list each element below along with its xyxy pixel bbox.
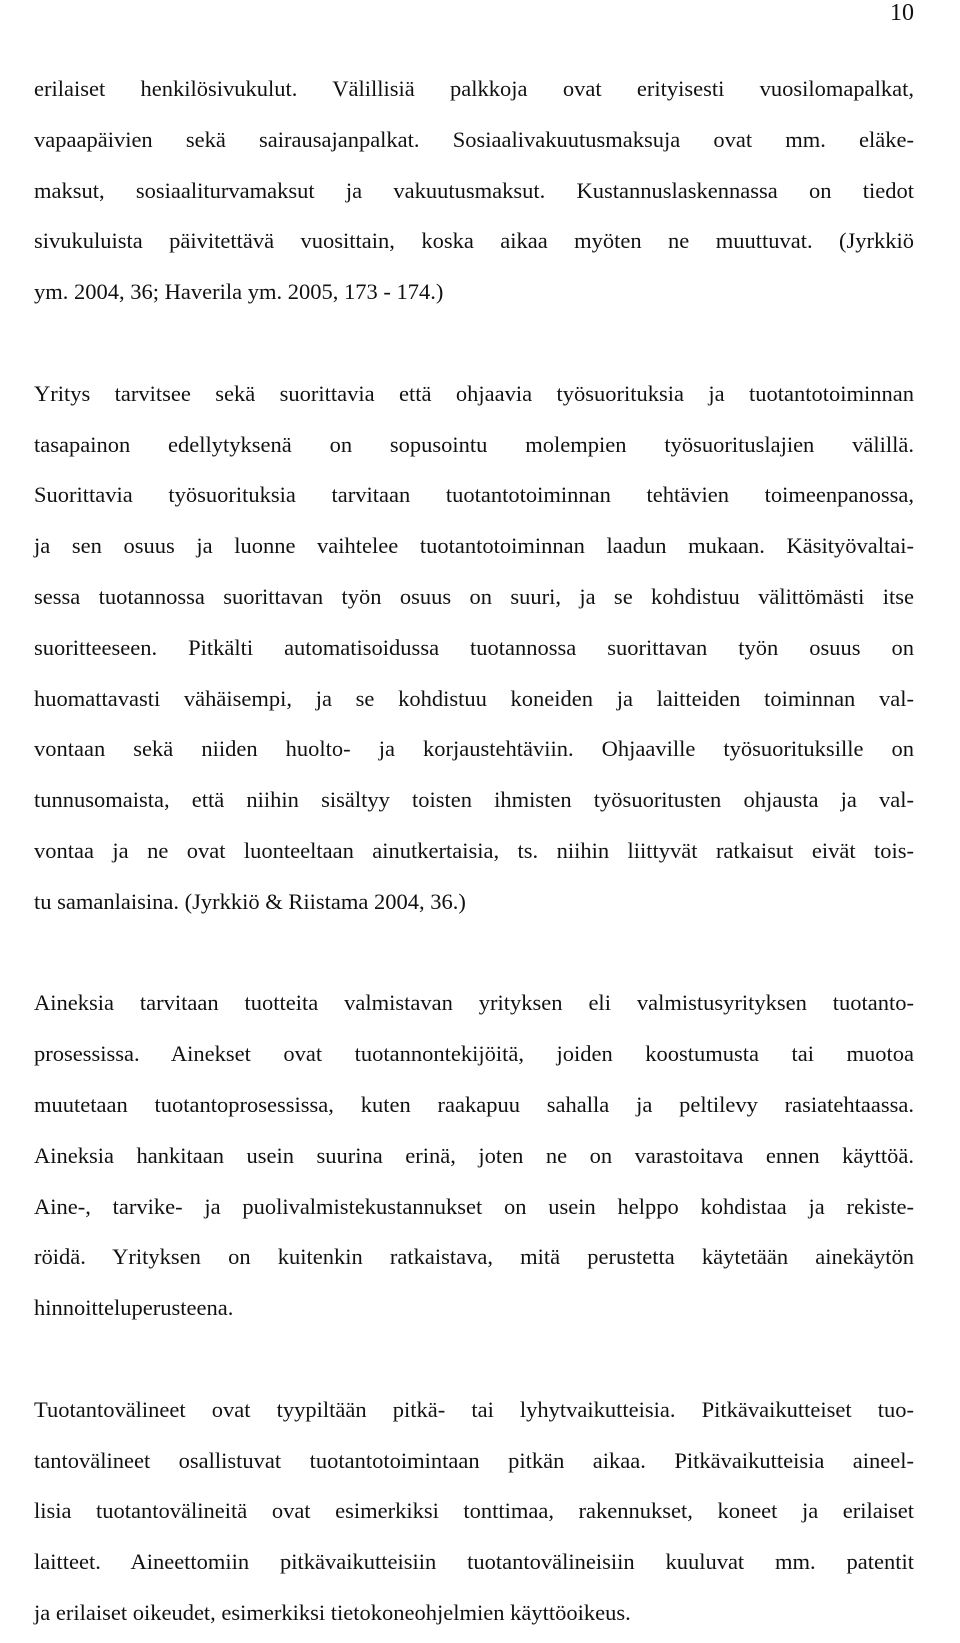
text-line: erilaiset henkilösivukulut. Välillisiä palkkoja ovat erityisesti vuosilomapalkat, xyxy=(34,76,914,101)
text-line: maksut, sosiaaliturvamaksut ja vakuutusmaksut. Kustannuslaskennassa on tiedot xyxy=(34,177,914,203)
paragraph-materials xyxy=(34,978,914,1334)
text-line: lisia tuotantovälineitä ovat esimerkiksi tonttimaa, rakennukset, koneet ja erilaiset xyxy=(34,1498,914,1524)
text-line: laitteet. Aineettomiin pitkävaikutteisiin tuotantovälineisiin kuuluvat mm. patentit xyxy=(34,1549,914,1575)
text-line: sivukuluista päivitettävä vuosittain, koska aikaa myöten ne muuttuvat. (Jyrkkiö xyxy=(34,228,914,254)
text-line: ja sen osuus ja luonne vaihtelee tuotantotoiminnan laadun mukaan. Käsityövaltai- xyxy=(34,533,914,559)
paragraph-spacer xyxy=(34,1334,914,1385)
paragraph-spacer xyxy=(34,318,914,369)
text-line: prosessissa. Ainekset ovat tuotannontekijöitä, joiden koostumusta tai muotoa xyxy=(34,1041,914,1067)
text-line: Aineksia tarvitaan tuotteita valmistavan yrityksen eli valmistusyrityksen tuotanto- xyxy=(34,990,914,1016)
text-line: ja erilaiset oikeudet, esimerkiksi tietokoneohjelmien käyttöoikeus. xyxy=(34,1599,631,1625)
paragraph-spacer xyxy=(34,928,914,979)
text-line: muutetaan tuotantoprosessissa, kuten raakapuu sahalla ja peltilevy rasiatehtaassa. xyxy=(34,1091,914,1117)
text-line: hinnoitteluperusteena. xyxy=(34,1295,234,1321)
text-line: Yritys tarvitsee sekä suorittavia että ohjaavia työsuorituksia ja tuotantotoiminnan xyxy=(34,380,914,406)
text-line: tu samanlaisina. (Jyrkkiö & Riistama 2004, 36.) xyxy=(34,888,466,914)
text-line: vontaa ja ne ovat luonteeltaan ainutkertaisia, ts. niihin liittyvät ratkaisut eivät tois- xyxy=(34,837,914,863)
text-line: Tuotantovälineet ovat tyypiltään pitkä- tai lyhytvaikutteisia. Pitkävaikutteiset tuo- xyxy=(34,1396,914,1422)
text-line: tunnusomaista, että niihin sisältyy toisten ihmisten työsuoritusten ohjausta ja val- xyxy=(34,787,914,813)
text-line: tantovälineet osallistuvat tuotantotoimintaan pitkän aikaa. Pitkävaikutteisia aineel- xyxy=(34,1447,914,1473)
text-line: Aineksia hankitaan usein suurina erinä, joten ne on varastoitava ennen käyttöä. xyxy=(34,1142,914,1168)
text-line: huomattavasti vähäisempi, ja se kohdistuu koneiden ja laitteiden toiminnan val- xyxy=(34,685,914,711)
text-line: vapaapäivien sekä sairausajanpalkat. Sosiaalivakuutusmaksuja ovat mm. eläke- xyxy=(34,126,914,152)
document-body xyxy=(34,64,914,1639)
text-line: sessa tuotannossa suorittavan työn osuus on suuri, ja se kohdistuu välittömästi itse xyxy=(34,583,914,609)
text-line: tasapainon edellytyksenä on sopusointu molempien työsuorituslajien välillä. xyxy=(34,431,914,457)
paragraph-production-equipment xyxy=(34,1385,914,1639)
text-line: Suorittavia työsuorituksia tarvitaan tuotantotoiminnan tehtävien toimeenpanossa, xyxy=(34,482,914,508)
paragraph-work-performance xyxy=(34,369,914,928)
paragraph-personnel-costs xyxy=(34,64,914,318)
text-line: ym. 2004, 36; Haverila ym. 2005, 173 - 174.) xyxy=(34,279,444,305)
text-line: röidä. Yrityksen on kuitenkin ratkaistava, mitä perustetta käytetään ainekäytön xyxy=(34,1244,914,1270)
text-line: Aine-, tarvike- ja puolivalmistekustannukset on usein helppo kohdistaa ja rekiste- xyxy=(34,1193,914,1219)
text-line: suoritteeseen. Pitkälti automatisoidussa tuotannossa suorittavan työn osuus on xyxy=(34,634,914,660)
page-number: 10 xyxy=(890,0,914,26)
text-line: vontaan sekä niiden huolto- ja korjaustehtäviin. Ohjaaville työsuorituksille on xyxy=(34,736,914,762)
